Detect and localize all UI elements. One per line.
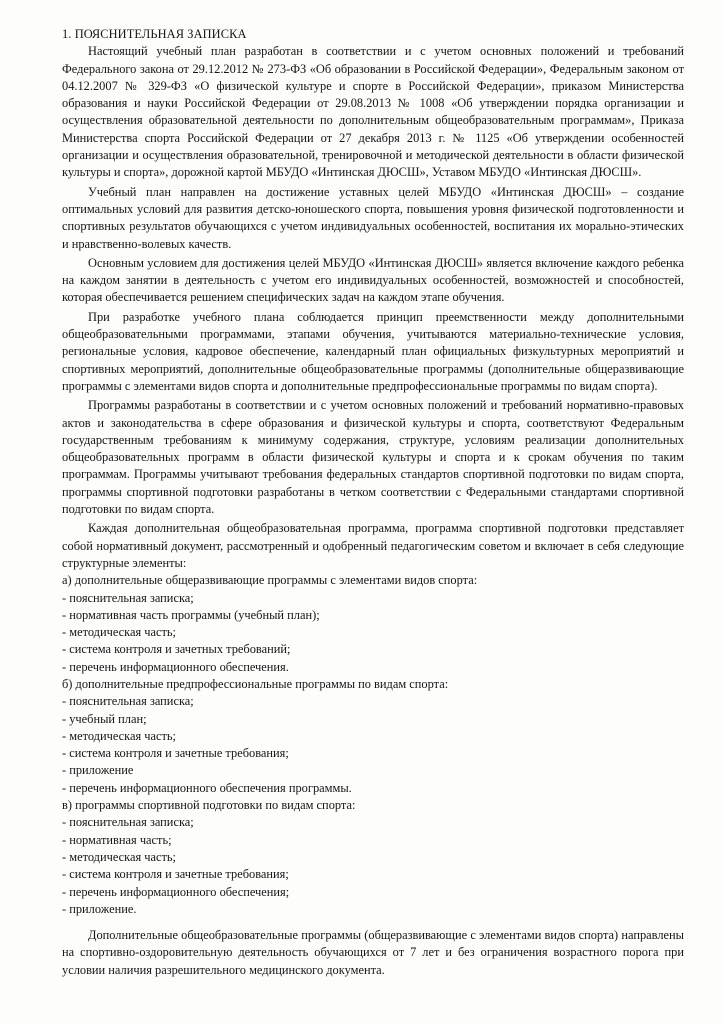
- list-item: - пояснительная записка;: [62, 590, 194, 605]
- paragraph-continuity: При разработке учебного плана соблюдается принцип преемственности между дополнительными общеобразовательными программами, этапами обучения, учитываются материально-технические условия, региональные условия, кадровое обеспечение, календарный план официальных физкультурных мероприятий и спортивных мероприятий, дополнительные общеобразовательные программы (дополнительные общеразвивающие программы с элементами видов спорта и дополнительные предпрофессиональные программы по видам спорта).: [62, 309, 684, 393]
- section-general-programs: [62, 572, 684, 676]
- section-heading: б) дополнительные предпрофессиональные программы по видам спорта:: [62, 676, 449, 691]
- section-heading: в) программы спортивной подготовки по видам спорта:: [62, 798, 356, 813]
- section-preprofessional-programs: [62, 676, 684, 797]
- structure-list: [62, 693, 684, 797]
- paragraph-main-condition: Основным условием для достижения целей МБУДО «Интинская ДЮСШ» является включение каждого ребенка на каждом занятии в деятельность с учетом его индивидуальных особенностей, возможностей и способностей, которая обеспечивается решением специфических задач на каждом этапе обучения.: [62, 255, 684, 305]
- list-item: - нормативная часть;: [62, 832, 172, 847]
- list-item: - приложение: [62, 763, 134, 778]
- list-item: - пояснительная записка;: [62, 694, 194, 709]
- list-item: - методическая часть;: [62, 625, 176, 640]
- list-item: - учебный план;: [62, 711, 147, 726]
- paragraph-closing: Дополнительные общеобразовательные программы (общеразвивающие с элементами видов спорта) направлены на спортивно-оздоровительную деятельность обучающихся от 7 лет и без ограничения возрастного порога при условии наличия разрешительного медицинского документа.: [62, 928, 684, 977]
- paragraph-legal-basis: Настоящий учебный план разработан в соответствии и с учетом основных положений и требований Федерального закона от 29.12.2012 № 273-ФЗ «Об образовании в Российской Федерации», Федеральным законом от 04.12.2007 № 329-ФЗ «О физической культуре и спорте в Российской Федерации», приказом Министерства образования и науки Российской Федерации от 29.08.2013 № 1008 «Об утверждении порядка организации и осуществления образовательной деятельности по дополнительным общеобразовательным программам», Приказа Министерства спорта Российской Федерации от 27 декабря 2013 г. № 1125 «Об утверждении особенностей организации и осуществления образовательной, тренировочной и методической деятельности в области физической культуры и спорта», дорожной картой МБУДО «Интинская ДЮСШ», Уставом МБУДО «Интинская ДЮСШ».: [62, 44, 684, 180]
- list-item: - пояснительная записка;: [62, 815, 194, 830]
- list-item: - методическая часть;: [62, 728, 176, 743]
- document-title: 1. ПОЯСНИТЕЛЬНАЯ ЗАПИСКА: [62, 27, 247, 41]
- list-item: - нормативная часть программы (учебный план);: [62, 607, 320, 622]
- list-item: - перечень информационного обеспечения;: [62, 884, 290, 899]
- paragraph-programs-basis: Программы разработаны в соответствии и с учетом основных положений и требований нормативно-правовых актов и законодательства в сфере образования и физической культуры и спорта, соответствуют Федеральным государственным требованиям к минимуму содержания, структуре, условиям реализации дополнительных общеобразовательных программ в области физической культуры и спорта и к срокам обучения по таким программам. Программы учитывают требования федеральных стандартов спортивной подготовки по видам спорта, программы спортивной подготовки разработаны в четком соответствии с Федеральными стандартами спортивной подготовки по видам спорта.: [62, 398, 684, 517]
- structure-list: [62, 590, 684, 676]
- section-heading: а) дополнительные общеразвивающие программы с элементами видов спорта:: [62, 573, 478, 588]
- list-item: - система контроля и зачетных требований;: [62, 642, 291, 657]
- list-item: - методическая часть;: [62, 849, 176, 864]
- section-sport-training-programs: [62, 797, 684, 918]
- list-item: - перечень информационного обеспечения.: [62, 659, 289, 674]
- list-item: - приложение.: [62, 901, 137, 916]
- paragraph-plan-goal: Учебный план направлен на достижение уставных целей МБУДО «Интинская ДЮСШ» – создание оптимальных условий для развития детско-юношеского спорта, повышения уровня физической подготовленности и спортивных результатов обучающихся с учетом индивидуальных особенностей, воспитания их морально-этических и нравственно-волевых качеств.: [62, 184, 684, 251]
- paragraph-program-structure: Каждая дополнительная общеобразовательная программа, программа спортивной подготовки представляет собой нормативный документ, рассмотренный и одобренный педагогическим советом и включает в себя следующие структурные элементы:: [62, 521, 684, 570]
- list-item: - перечень информационного обеспечения программы.: [62, 780, 352, 795]
- structure-list: [62, 814, 684, 918]
- list-item: - система контроля и зачетные требования;: [62, 867, 289, 882]
- list-item: - система контроля и зачетные требования;: [62, 746, 289, 761]
